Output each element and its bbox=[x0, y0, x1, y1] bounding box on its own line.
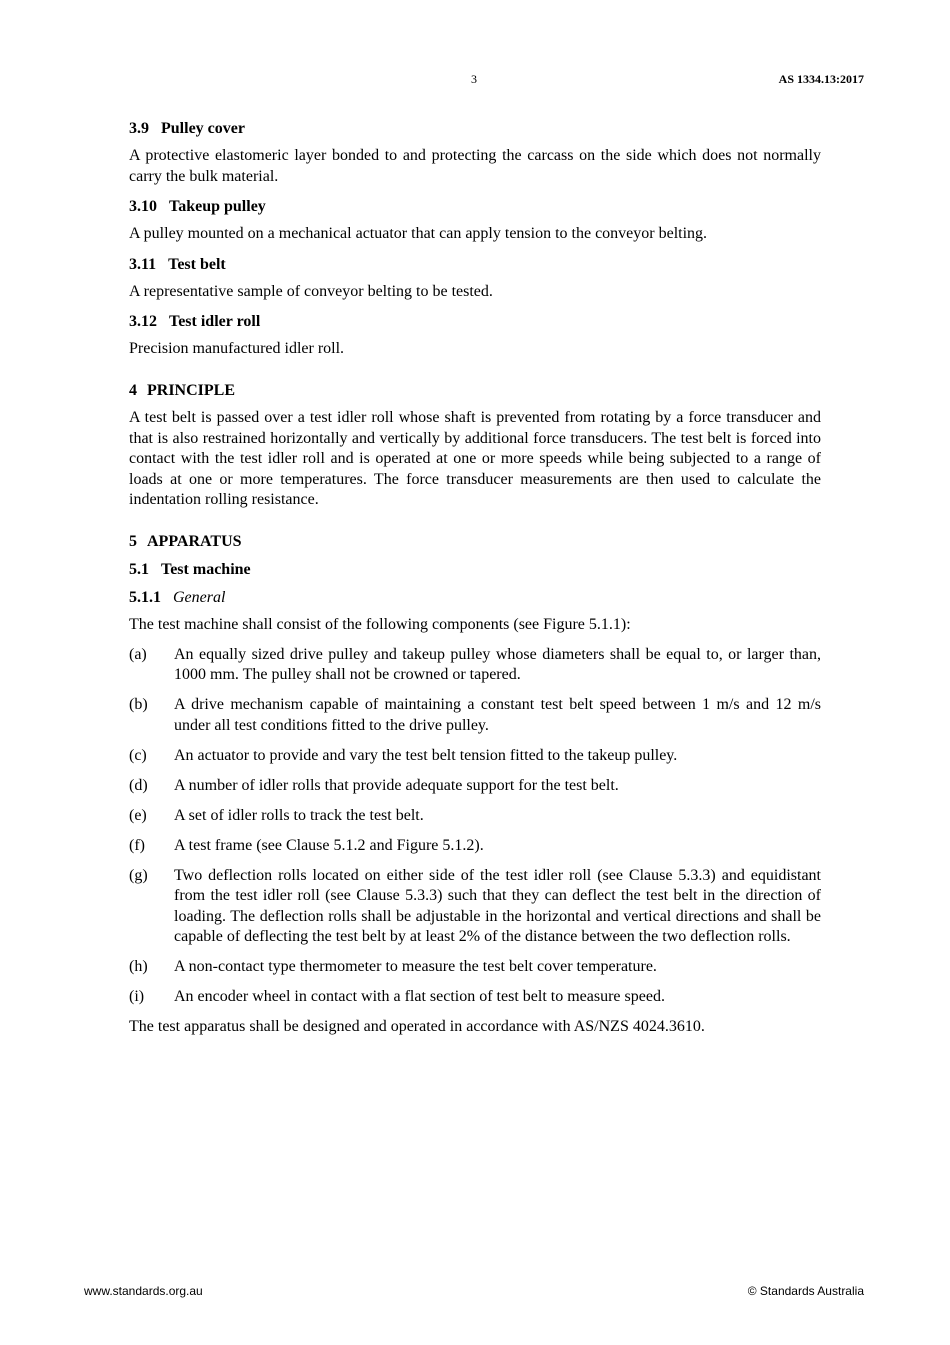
section-heading-apparatus bbox=[129, 531, 821, 553]
list-item-label: (e) bbox=[129, 806, 147, 824]
section-heading-principle bbox=[129, 380, 821, 402]
components-list bbox=[129, 645, 821, 1008]
list-item bbox=[129, 776, 821, 797]
subsection-heading-test-machine bbox=[129, 559, 821, 581]
definition-text: A representative sample of conveyor belting to be tested. bbox=[129, 282, 493, 300]
list-item bbox=[129, 746, 821, 767]
list-item bbox=[129, 866, 821, 948]
section-number: 4 bbox=[129, 381, 137, 399]
list-item-label: (a) bbox=[129, 645, 147, 663]
definition-text: A pulley mounted on a mechanical actuator that can apply tension to the conveyor belting. bbox=[129, 225, 708, 243]
list-item bbox=[129, 695, 821, 736]
list-item bbox=[129, 957, 821, 978]
principle-text: A test belt is passed over a test idler roll whose shaft is prevented from rotating by a force transducer and that is also restrained horizontally and vertically by additional force transducers. The test belt is forced into contact with the test idler roll and is operated at one or more speeds while being subjected to a range of loads at one or more temperatures. The force transducer measurements are then used to calculate the indentation rolling resistance. bbox=[129, 408, 821, 509]
list-item-label: (i) bbox=[129, 988, 145, 1006]
list-item bbox=[129, 806, 821, 827]
list-item-text: Two deflection rolls located on either side of the test idler roll (see Clause 5.3.3) and equidistant from the test idler roll (see Clause 5.3.3) such that they can deflect the test belt in the direction of loading. The deflection rolls shall be adjustable in the horizontal and vertical directions and shall be capable of deflecting the test belt by at least 2% of the distance between the two deflection rolls. bbox=[174, 866, 821, 946]
document-code: AS 1334.13:2017 bbox=[778, 72, 864, 86]
clause-title: Pulley cover bbox=[161, 120, 245, 137]
clause-title: Takeup pulley bbox=[169, 198, 266, 216]
list-item-label: (d) bbox=[129, 776, 148, 794]
clause-number: 3.12 bbox=[129, 313, 157, 331]
subsubsection-heading-general bbox=[129, 587, 821, 609]
definition-heading-3-10 bbox=[129, 196, 821, 218]
page-number: 3 bbox=[471, 72, 477, 86]
footer-copyright: © Standards Australia bbox=[747, 1284, 864, 1298]
list-item bbox=[129, 987, 821, 1008]
components-intro: The test machine shall consist of the following components (see Figure 5.1.1): bbox=[129, 615, 631, 633]
page-content bbox=[129, 118, 821, 1038]
list-item-label: (c) bbox=[129, 746, 147, 764]
definition-heading-3-12 bbox=[129, 311, 821, 333]
section-title: PRINCIPLE bbox=[147, 381, 236, 399]
list-item-text: A number of idler rolls that provide adequate support for the test belt. bbox=[174, 776, 619, 794]
subsection-number: 5.1 bbox=[129, 560, 149, 578]
section-number: 5 bbox=[129, 532, 137, 550]
clause-title: Test belt bbox=[168, 255, 226, 273]
clause-number: 3.11 bbox=[129, 255, 157, 273]
definition-text: A protective elastomeric layer bonded to and protecting the carcass on the side which does not normally carry the bulk material. bbox=[129, 147, 821, 185]
list-item-text: A test frame (see Clause 5.1.2 and Figure 5.1.2). bbox=[174, 836, 484, 854]
list-item-label: (g) bbox=[129, 866, 148, 884]
definition-heading-3-9 bbox=[129, 118, 821, 140]
footer-website-link[interactable]: www.standards.org.au bbox=[84, 1284, 203, 1298]
list-item bbox=[129, 645, 821, 686]
clause-number: 3.9 bbox=[129, 120, 149, 137]
list-item-text: A non-contact type thermometer to measure the test belt cover temperature. bbox=[174, 958, 657, 976]
definition-text: Precision manufactured idler roll. bbox=[129, 340, 345, 358]
subsubsection-number: 5.1.1 bbox=[129, 588, 161, 606]
clause-number: 3.10 bbox=[129, 198, 157, 216]
list-item-label: (h) bbox=[129, 958, 148, 976]
closing-statement: The test apparatus shall be designed and operated in accordance with AS/NZS 4024.3610. bbox=[129, 1018, 705, 1036]
list-item bbox=[129, 836, 821, 857]
subsubsection-title: General bbox=[173, 588, 226, 606]
list-item-label: (f) bbox=[129, 836, 145, 854]
list-item-text: An actuator to provide and vary the test belt tension fitted to the takeup pulley. bbox=[174, 746, 678, 764]
list-item-text: An encoder wheel in contact with a flat section of test belt to measure speed. bbox=[174, 988, 665, 1006]
definition-heading-3-11 bbox=[129, 254, 821, 276]
clause-title: Test idler roll bbox=[169, 313, 261, 331]
list-item-text: An equally sized drive pulley and takeup pulley whose diameters shall be equal to, or larger than, 1000 mm. The pulley shall not be crowned or tapered. bbox=[174, 645, 821, 684]
list-item-label: (b) bbox=[129, 696, 148, 714]
list-item-text: A set of idler rolls to track the test belt. bbox=[174, 806, 424, 824]
list-item-text: A drive mechanism capable of maintaining a constant test belt speed between 1 m/s and 12 m/s under all test conditions fitted to the drive pulley. bbox=[174, 696, 821, 734]
subsection-title: Test machine bbox=[161, 560, 251, 578]
section-title: APPARATUS bbox=[147, 532, 242, 550]
